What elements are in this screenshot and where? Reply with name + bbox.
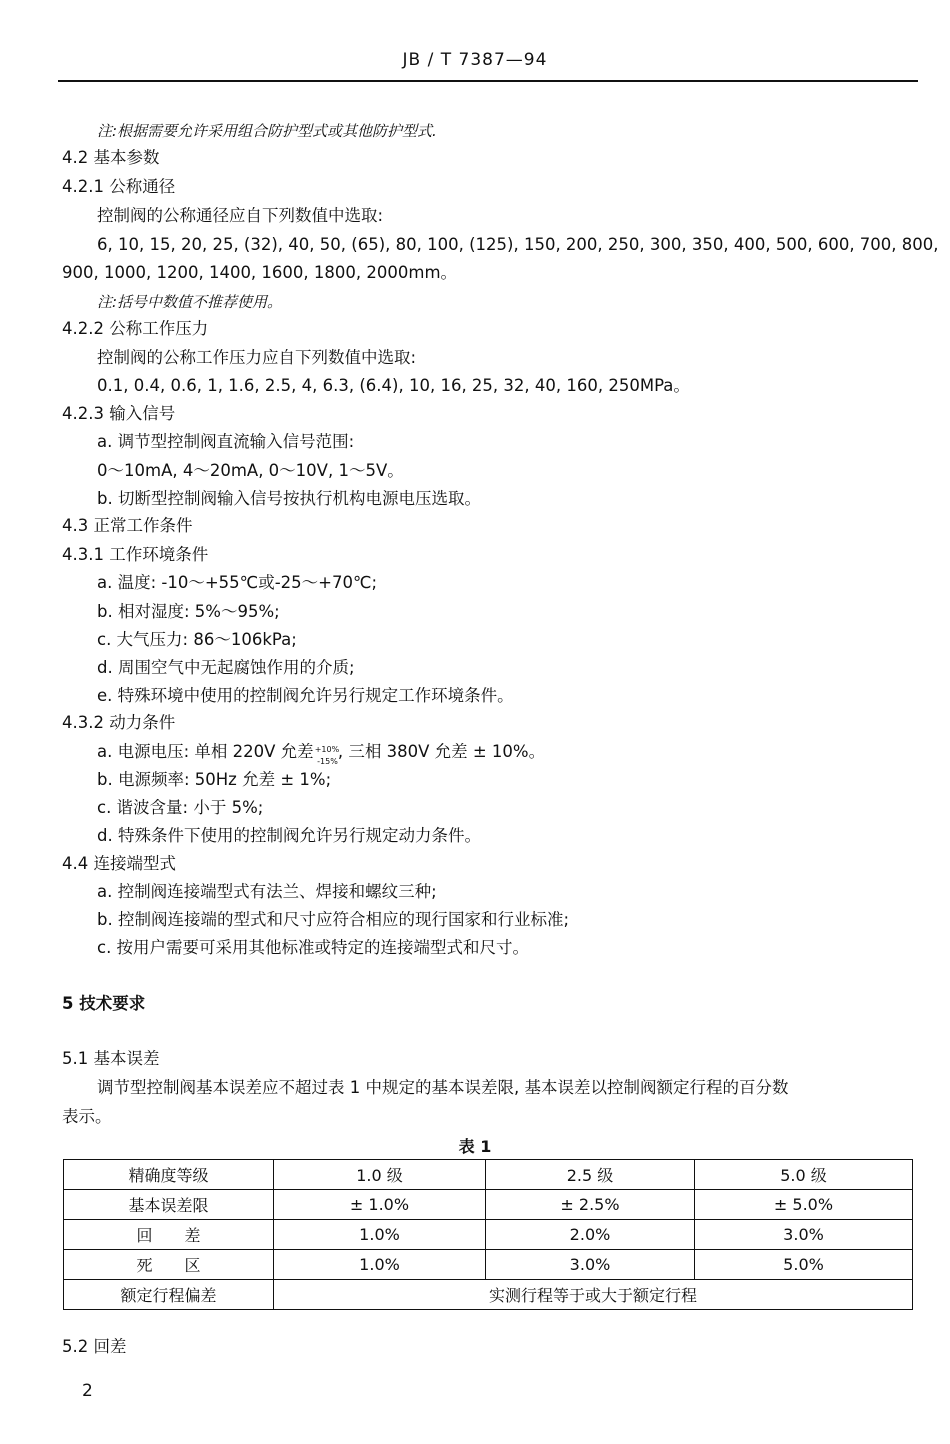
table-cell-merged: 实测行程等于或大于额定行程: [274, 1280, 913, 1310]
diameter-values-line-1: 6, 10, 15, 20, 25, (32), 40, 50, (65), 80, 100, (125), 150, 200, 250, 300, 350, 400, 500, 600, 700, 800,: [97, 235, 939, 254]
section-5-2-heading: 5.2 回差: [62, 1337, 127, 1356]
table-header-cell: 5.0 级: [695, 1160, 913, 1190]
table-header-cell: 1.0 级: [274, 1160, 486, 1190]
page-number: 2: [82, 1381, 93, 1401]
table-row: [64, 1250, 913, 1280]
tolerance-plus: +10%: [314, 745, 340, 754]
item-connection-b: b. 控制阀连接端的型式和尺寸应符合相应的现行国家和行业标准;: [97, 910, 570, 929]
section-4-2-1-heading: 4.2.1 公称通径: [62, 177, 176, 196]
item-humidity: b. 相对湿度: 5%～95%;: [97, 602, 280, 621]
table-row: [64, 1190, 913, 1220]
item-input-signal-b: b. 切断型控制阀输入信号按执行机构电源电压选取。: [97, 489, 481, 508]
table-cell: 3.0%: [486, 1250, 695, 1280]
table-cell: ± 1.0%: [274, 1190, 486, 1220]
document-header-code: JB / T 7387—94: [402, 50, 548, 70]
section-4-4-heading: 4.4 连接端型式: [62, 854, 176, 873]
supply-voltage-text: a. 电源电压: 单相 220V 允差: [97, 742, 314, 761]
item-air-medium: d. 周围空气中无起腐蚀作用的介质;: [97, 658, 355, 677]
item-temperature: a. 温度: -10～+55℃或-25～+70℃;: [97, 573, 378, 592]
item-special-environment: e. 特殊环境中使用的控制阀允许另行规定工作环境条件。: [97, 686, 514, 705]
item-input-signal-a: a. 调节型控制阀直流输入信号范围:: [97, 432, 355, 451]
table-row: [64, 1280, 913, 1310]
section-4-2-3-heading: 4.2.3 输入信号: [62, 404, 176, 423]
table-cell: 死 区: [64, 1250, 274, 1280]
item-special-power: d. 特殊条件下使用的控制阀允许另行规定动力条件。: [97, 826, 481, 845]
section-4-3-heading: 4.3 正常工作条件: [62, 516, 193, 535]
diameter-values-line-2: 900, 1000, 1200, 1400, 1600, 1800, 2000mm。: [62, 263, 458, 282]
item-connection-c: c. 按用户需要可采用其他标准或特定的连接端型式和尺寸。: [97, 938, 530, 957]
table-cell: ± 5.0%: [695, 1190, 913, 1220]
tolerance-minus: -15%: [317, 757, 338, 766]
table-cell: 3.0%: [695, 1220, 913, 1250]
table-header-cell: 精确度等级: [64, 1160, 274, 1190]
section-4-3-2-heading: 4.3.2 动力条件: [62, 713, 176, 732]
section-5-heading: 5 技术要求: [62, 994, 146, 1013]
table-cell: 2.0%: [486, 1220, 695, 1250]
paragraph-basic-error-end: 表示。: [62, 1107, 112, 1126]
input-signal-ranges: 0～10mA, 4～20mA, 0～10V, 1～5V。: [97, 461, 404, 480]
table-cell: 5.0%: [695, 1250, 913, 1280]
section-4-2-heading: 4.2 基本参数: [62, 148, 160, 167]
paragraph-nominal-pressure: 控制阀的公称工作压力应自下列数值中选取:: [97, 348, 417, 367]
item-harmonic-content: c. 谐波含量: 小于 5%;: [97, 798, 264, 817]
section-5-1-heading: 5.1 基本误差: [62, 1049, 160, 1068]
table-header-row: [64, 1160, 913, 1190]
pressure-values: 0.1, 0.4, 0.6, 1, 1.6, 2.5, 4, 6.3, (6.4), 10, 16, 25, 32, 40, 160, 250MPa。: [97, 376, 690, 395]
table-header-cell: 2.5 级: [486, 1160, 695, 1190]
supply-voltage-text-tail: , 三相 380V 允差 ± 10%。: [337, 742, 546, 761]
table-cell: ± 2.5%: [486, 1190, 695, 1220]
paragraph-nominal-diameter: 控制阀的公称通径应自下列数值中选取:: [97, 206, 384, 225]
table-cell: 回 差: [64, 1220, 274, 1250]
table-row: [64, 1220, 913, 1250]
section-4-2-2-heading: 4.2.2 公称工作压力: [62, 319, 209, 338]
table-cell: 基本误差限: [64, 1190, 274, 1220]
accuracy-table: [63, 1159, 913, 1310]
header-rule: [58, 80, 918, 82]
table-caption: 表 1: [458, 1137, 492, 1156]
section-4-3-1-heading: 4.3.1 工作环境条件: [62, 545, 209, 564]
table-cell: 1.0%: [274, 1250, 486, 1280]
paragraph-basic-error: 调节型控制阀基本误差应不超过表 1 中规定的基本误差限, 基本误差以控制阀额定行程的百分数: [97, 1078, 789, 1097]
table-cell: 额定行程偏差: [64, 1280, 274, 1310]
item-pressure: c. 大气压力: 86～106kPa;: [97, 630, 297, 649]
item-connection-a: a. 控制阀连接端型式有法兰、焊接和螺纹三种;: [97, 882, 437, 901]
item-supply-voltage: [97, 742, 545, 766]
note-brackets: 注:括号中数值不推荐使用。: [97, 293, 283, 311]
item-supply-frequency: b. 电源频率: 50Hz 允差 ± 1%;: [97, 770, 332, 789]
table-cell: 1.0%: [274, 1220, 486, 1250]
note-protection-type: 注:根据需要允许采用组合防护型式或其他防护型式.: [97, 122, 437, 140]
